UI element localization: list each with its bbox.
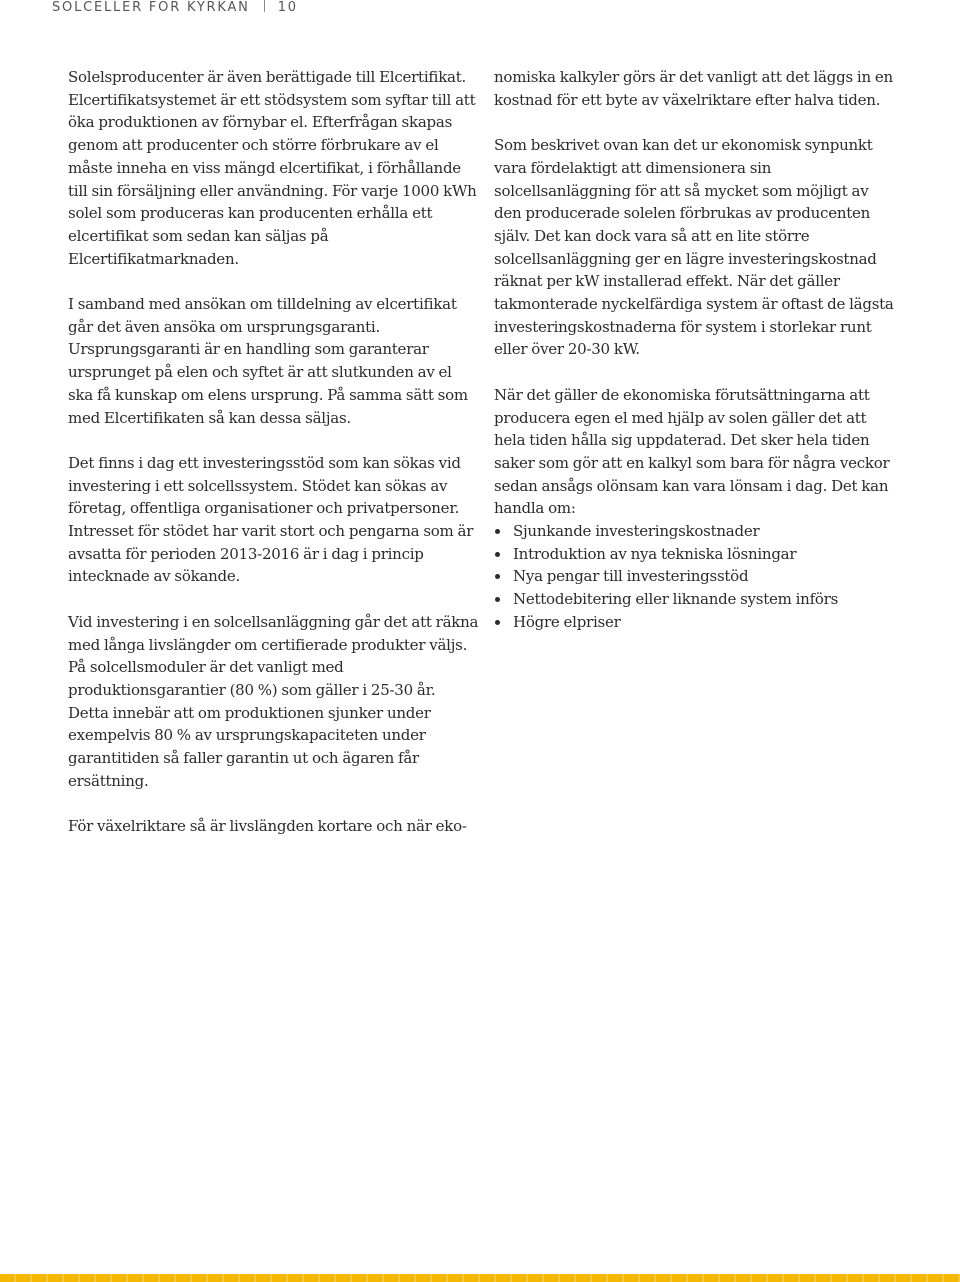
paragraph-vaxelriktare: För växelriktare så är livslängden kortare och när eko- [68,817,467,836]
list-item: Sjunkande investeringskostnader [494,520,894,543]
paragraph-kalkyler: nomiska kalkyler görs är det vanligt att det läggs in en kostnad för ett byte av växelriktare efter halva tiden. [494,68,893,109]
paragraph-investeringsstod: Det finns i dag ett investeringsstöd som kan sökas vid investering i ett solcellssystem. Stödet kan sökas av företag, offentliga organisationer och privatpersoner. Intresset för stödet har varit stort och pengarna som är avsatta för perioden 2013-2016 är i dag i princip intecknade av sökande. [68,453,474,586]
document-title: SOLCELLER FÖR KYRKAN [52,0,250,15]
paragraph-ursprungsgaranti: I samband med ansökan om tilldelning av elcertifikat går det även ansöka om ursprungsgaranti. Ursprungsgaranti är en handling som garanterar ursprunget på elen och syftet är att slutkunden av el ska få kunskap om elens ursprung. På samma sätt som med Elcertifikaten så kan dessa säljas. [68,295,468,427]
paragraph-dimensionering: Som beskrivet ovan kan det ur ekonomisk synpunkt vara fördelaktigt att dimensionera sin solcellsanläggning för att så mycket som möjligt av den producerade solelen förbrukas av producenten själv. Det kan dock vara så att en lite större solcellsanläggning ger en lägre investeringskostnad räknat per kW installerad effekt. När det gäller takmonterade nyckelfärdiga system är oftast de lägsta investeringskostnaderna för system i storlekar runt eller över 20-30 kW. [494,136,894,359]
factor-list [494,520,894,634]
page-number: 10 [277,0,298,15]
left-column [68,66,480,861]
paragraph-forutsattningar: När det gäller de ekonomiska förutsättningarna att producera egen el med hjälp av solen gäller det att hela tiden hålla sig uppdaterad. Det sker hela tiden saker som gör att en kalkyl som bara för några veckor sedan ansågs olönsam kan vara lönsam i dag. Det kan handla om: [494,385,890,518]
paragraph-elcertifikat: Solelsproducenter är även berättigade till Elcertifikat. Elcertifikatsystemet är ett stödsystem som syftar till att öka produktionen av förnybar el. Efterfrågan skapas genom att producenter och större förbrukare av el måste inneha en viss mängd elcertifikat, i förhållande till sin försäljning eller användning. För varje 1000 kWh solel som produceras kan producenten erhålla ett elcertifikat som sedan kan säljas på Elcertifikatmarknaden. [68,68,477,268]
paragraph-livslangd: Vid investering i en solcellsanläggning går det att räkna med långa livslängder om certifierade produkter väljs. På solcellsmoduler är det vanligt med produktionsgarantier (80 %) som gäller i 25-30 år. Detta innebär att om produktionen sjunker under exempelvis 80 % av ursprungskapaciteten under garantitiden så faller garantin ut och ägaren får ersättning. [68,612,479,790]
right-column [494,66,894,634]
list-item: Nettodebitering eller liknande system införs [494,588,894,611]
list-item: Högre elpriser [494,611,894,634]
footer-accent-bar [0,1274,960,1282]
list-item: Introduktion av nya tekniska lösningar [494,543,894,566]
list-item: Nya pengar till investeringsstöd [494,565,894,588]
header-separator [264,0,265,12]
running-header [52,0,298,14]
